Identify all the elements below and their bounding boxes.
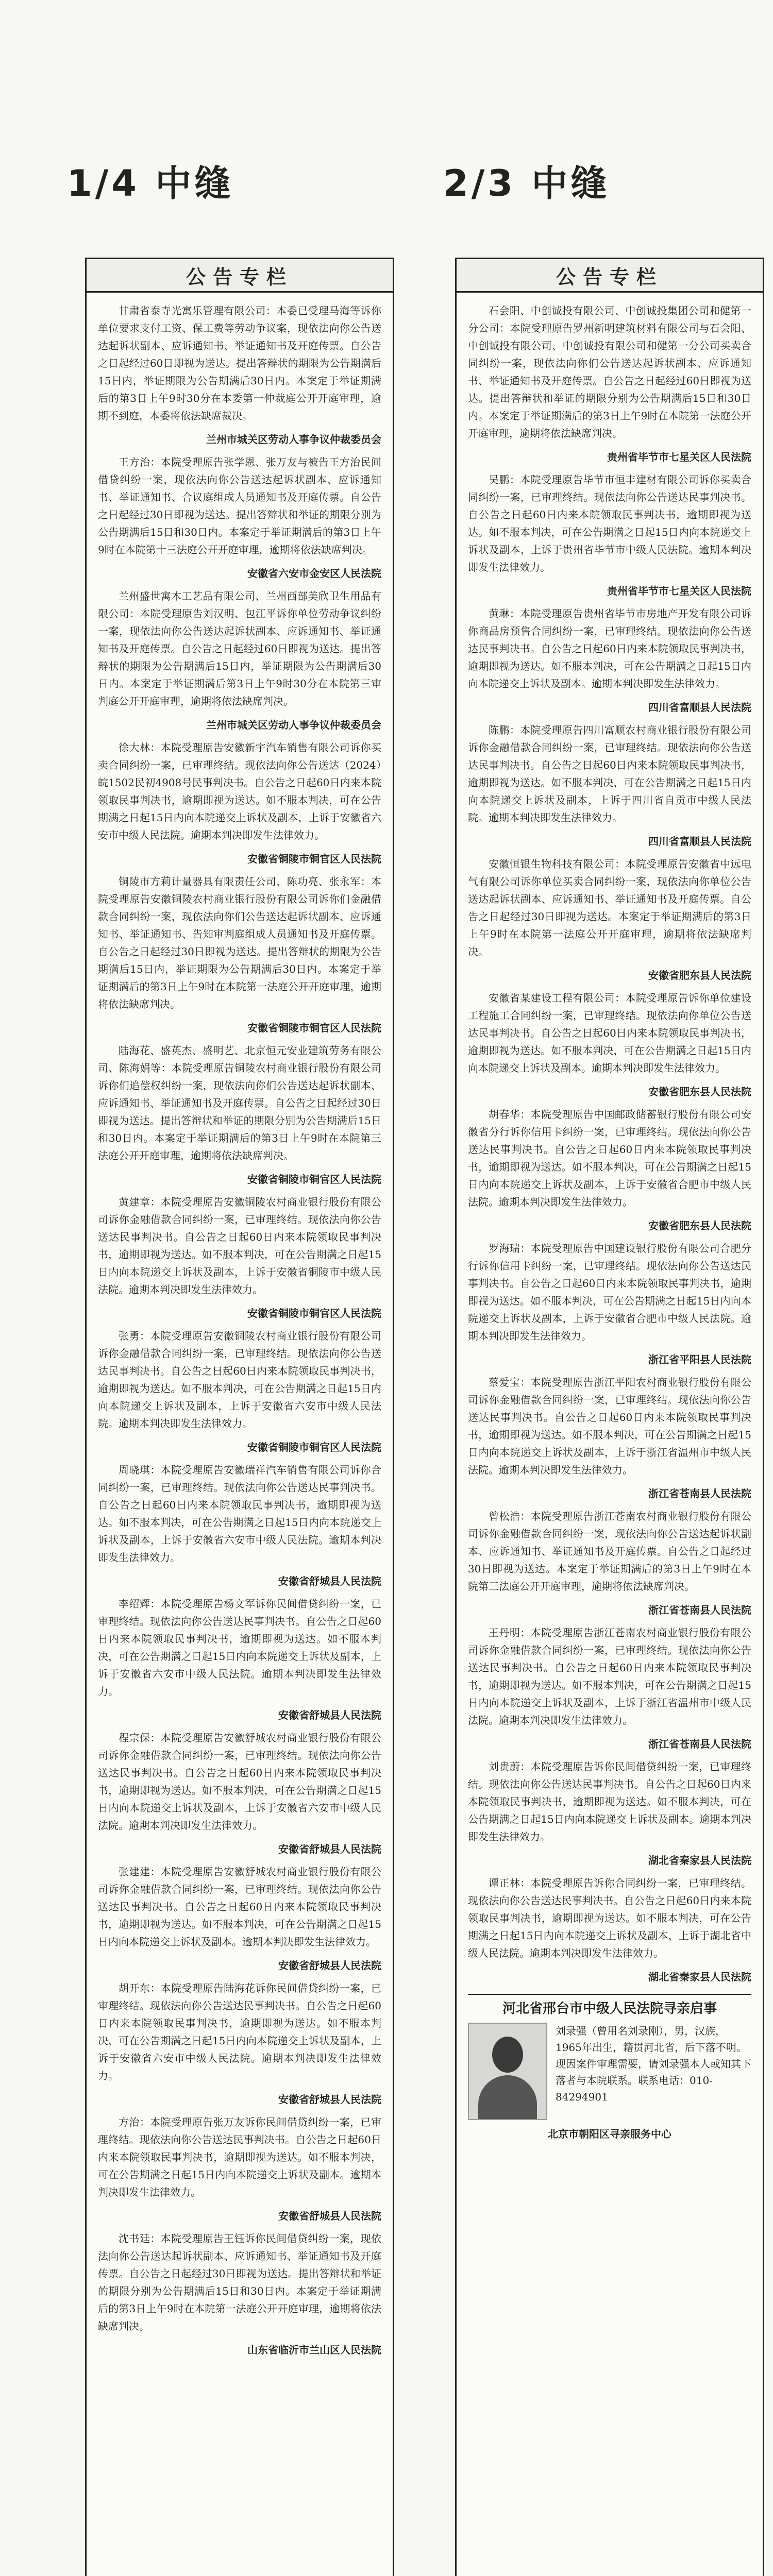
notice-paragraph: 黄建章：本院受理原告安徽铜陵农村商业银行股份有限公司诉你金融借款合同纠纷一案，已审理终结。现依法向你公告送达民事判决书。自公告之日起60日内来本院领取民事判决书，逾期即视为送达。如不服本判决，可在公告期满之日起15日内向本院递交上诉状及副本，上诉于安徽省铜陵市中级人民法院。逾期本判决即发生法律效力。 xyxy=(98,1196,381,1296)
notice-paragraph: 铜陵市方莉计量器具有限责任公司、陈功亮、张永军：本院受理原告安徽铜陵农村商业银行股份有限公司诉你们金融借款合同纠纷一案，现依法向你们公告送达起诉状副本、应诉通知书、举证通知书、告知审判庭组成人员通知书及开庭传票。自公告之日起经过30日即视为送达。提出答辩状的期限为公告期满后15日内，举证期限为公告期满后30日内。本案定于举证期满后的第3日上午9时在本院第一法庭公开开庭审理，逾期将依法缺席判决。 xyxy=(98,875,381,1010)
notice-signer: 安徽省肥东县人民法院 xyxy=(648,1219,751,1232)
ad-footer: 北京市朝阳区寻亲服务中心 xyxy=(548,2128,671,2140)
notice-paragraph: 程宗保：本院受理原告安徽舒城农村商业银行股份有限公司诉你金融借款合同纠纷一案，已审理终结。现依法向你公告送达民事判决书。自公告之日起60日内来本院领取民事判决书，逾期即视为送达。如不服本判决，可在公告期满之日起15日内向本院递交上诉状及副本，上诉于安徽省六安市中级人民法院。逾期本判决即发生法律效力。 xyxy=(98,1732,381,1832)
notice-signer: 安徽省六安市金安区人民法院 xyxy=(247,567,381,580)
left-notice-panel xyxy=(85,258,394,2576)
notice-paragraph: 陈鹏：本院受理原告四川富顺农村商业银行股份有限公司诉你金融借款合同纠纷一案，已审理终结。现依法向你公告送达民事判决书。自公告之日起60日内来本院领取民事判决书，逾期即视为送达。如不服本判决，可在公告期满之日起15日内向本院递交上诉状及副本，上诉于四川省自贡市中级人民法院。逾期本判决即发生法律效力。 xyxy=(468,724,751,824)
right-notice-panel xyxy=(455,258,764,2576)
notice-signer: 湖北省秦家县人民法院 xyxy=(648,1971,751,1983)
notice-paragraph: 李绍辉：本院受理原告杨文军诉你民间借贷纠纷一案，已审理终结。现依法向你公告送达民事判决书。自公告之日起60日内来本院领取民事判决书，逾期即视为送达。如不服本判决，可在公告期满之日起15日内向本院递交上诉状及副本，上诉于安徽省六安市中级人民法院。逾期本判决即发生法律效力。 xyxy=(98,1598,381,1698)
notice-paragraph: 胡开东：本院受理原告陆海花诉你民间借贷纠纷一案，已审理终结。现依法向你公告送达民事判决书。自公告之日起60日内来本院领取民事判决书，逾期即视为送达。如不服本判决，可在公告期满之日起15日内向本院递交上诉状及副本，上诉于安徽省六安市中级人民法院。逾期本判决即发生法律效力。 xyxy=(98,1982,381,2082)
notice-paragraph: 蔡爱宝：本院受理原告浙江平阳农村商业银行股份有限公司诉你金融借款合同纠纷一案，已审理终结。现依法向你公告送达民事判决书。自公告之日起60日内来本院领取民事判决书，逾期即视为送达。如不服本判决，可在公告期满之日起15日内向本院递交上诉状及副本，上诉于浙江省温州市中级人民法院。逾期本判决即发生法律效力。 xyxy=(468,1376,751,1476)
notice-signer: 安徽省铜陵市铜官区人民法院 xyxy=(247,1441,381,1453)
notice-signer: 山东省临沂市兰山区人民法院 xyxy=(247,2344,381,2356)
ad-title: 河北省邢台市中级人民法院寻亲启事 xyxy=(502,2001,717,2016)
notice-signer: 四川省富顺县人民法院 xyxy=(648,835,751,848)
ad-text: 刘录强（曾用名刘录刚），男，汉族，1965年出生，籍贯河北省，后下落不明。现因案件审理需要，请刘录强本人或知其下落者与本院联系。联系电话：010-84294901 xyxy=(556,2025,751,2103)
notice-signer: 安徽省舒城县人民法院 xyxy=(278,1959,381,1972)
notice-paragraph: 罗海瑞：本院受理原告中国建设银行股份有限公司合肥分行诉你信用卡纠纷一案，已审理终结。现依法向你公告送达民事判决书。自公告之日起60日内来本院领取民事判决书，逾期即视为送达。如不服本判决，可在公告期满之日起15日内向本院递交上诉状及副本，上诉于安徽省合肥市中级人民法院。逾期本判决即发生法律效力。 xyxy=(468,1242,751,1342)
notice-paragraph: 兰州盛世寓木工艺品有限公司、兰州西部美欣卫生用品有限公司：本院受理原告刘汉明、包江平诉你单位劳动争议纠纷一案，现依法向你公告送达起诉状副本、应诉通知书、举证通知书及开庭传票。自公告之日起经过60日即视为送达。提出答辩状的期限为公告期满后15日内，举证期限为公告期满后30日内。本案定于举证期满后第3日上午9时30分在本院第三审判庭公开开庭审理，逾期将依法缺席判决。 xyxy=(98,590,381,707)
notice-paragraph: 曾松浩：本院受理原告浙江苍南农村商业银行股份有限公司诉你金融借款合同纠纷一案，现依法向你公告送达起诉状副本、应诉通知书、举证通知书及开庭传票。自公告之日起经过30日即视为送达。本案定于举证期满后的第3日上午9时在本院第三法庭公开开庭审理，逾期将依法缺席判决。 xyxy=(468,1510,751,1592)
notice-paragraph: 沈书廷：本院受理原告王钰诉你民间借贷纠纷一案，现依法向你公告送达起诉状副本、应诉通知书、举证通知书及开庭传票。自公告之日起经过30日即视为送达。提出答辩状和举证的期限分别为公告期满后15日和30日内。本案定于举证期满后的第3日上午9时在本院第一法庭公开开庭审理，逾期将依法缺席判决。 xyxy=(98,2232,381,2332)
notice-paragraph: 王丹明：本院受理原告浙江苍南农村商业银行股份有限公司诉你金融借款合同纠纷一案，已审理终结。现依法向你公告送达民事判决书。自公告之日起60日内来本院领取民事判决书，逾期即视为送达。如不服本判决，可在公告期满之日起15日内向本院递交上诉状及副本，上诉于浙江省温州市中级人民法院。逾期本判决即发生法律效力。 xyxy=(468,1626,751,1726)
notice-paragraph: 刘贵蔚：本院受理原告诉你民间借贷纠纷一案，已审理终结。现依法向你公告送达民事判决书。自公告之日起60日内来本院领取民事判决书，逾期即视为送达。如不服本判决，可在公告期满之日起15日内向本院递交上诉状及副本。逾期本判决即发生法律效力。 xyxy=(468,1760,751,1843)
notice-signer: 浙江省平阳县人民法院 xyxy=(648,1353,751,1366)
notice-signer: 浙江省苍南县人民法院 xyxy=(648,1738,751,1750)
notice-signer: 安徽省肥东县人民法院 xyxy=(648,1086,751,1098)
notice-paragraph: 张勇：本院受理原告安徽铜陵农村商业银行股份有限公司诉你金融借款合同纠纷一案，已审理终结。现依法向你公告送达民事判决书。自公告之日起60日内来本院领取民事判决书，逾期即视为送达。如不服本判决，可在公告期满之日起15日内向本院递交上诉状及副本，上诉于安徽省六安市中级人民法院。逾期本判决即发生法律效力。 xyxy=(98,1330,381,1430)
notice-paragraph: 张建建：本院受理原告安徽舒城农村商业银行股份有限公司诉你金融借款合同纠纷一案，已审理终结。现依法向你公告送达民事判决书。自公告之日起60日内来本院领取民事判决书，逾期即视为送达。如不服本判决，可在公告期满之日起15日内向本院递交上诉状及副本。逾期本判决即发生法律效力。 xyxy=(98,1866,381,1948)
notice-signer: 安徽省铜陵市铜官区人民法院 xyxy=(247,1022,381,1034)
missing-person-ad xyxy=(468,1994,751,2143)
notice-paragraph: 安徽省某建设工程有限公司：本院受理原告诉你单位建设工程施工合同纠纷一案，已审理终结。现依法向你单位公告送达民事判决书。自公告之日起60日内来本院领取民事判决书，逾期即视为送达。如不服本判决，可在公告期满之日起15日内向本院递交上诉状及副本。逾期本判决即发生法律效力。 xyxy=(468,992,751,1074)
right-panel-header: 公告专栏 xyxy=(457,259,763,293)
notice-signer: 安徽省舒城县人民法院 xyxy=(278,1843,381,1855)
notice-paragraph: 周晓琪：本院受理原告安徽瑞祥汽车销售有限公司诉你合同纠纷一案，已审理终结。现依法向你公告送达民事判决书。自公告之日起60日内来本院领取民事判决书，逾期即视为送达。如不服本判决，可在公告期满之日起15日内向本院递交上诉状及副本，上诉于安徽省六安市中级人民法院。逾期本判决即发生法律效力。 xyxy=(98,1464,381,1564)
notice-signer: 安徽省肥东县人民法院 xyxy=(648,969,751,981)
notice-signer: 安徽省铜陵市铜官区人民法院 xyxy=(247,853,381,865)
notice-paragraph: 陆海花、盛英杰、盛明艺、北京恒元安业建筑劳务有限公司、陈海娟等：本院受理原告铜陵农村商业银行股份有限公司诉你们追偿权纠纷一案，现依法向你们公告送达起诉状副本、应诉通知书、举证通知书及开庭传票。自公告之日起经过30日即视为送达。提出答辩状和举证的期限分别为公告期满后15日和30日内。本案定于举证期满后的第3日上午9时在本院第三法庭公开开庭审理，逾期将依法缺席判决。 xyxy=(98,1044,381,1162)
notice-signer: 安徽省舒城县人民法院 xyxy=(278,2210,381,2222)
notice-paragraph: 谭正林：本院受理原告诉你合同纠纷一案，已审理终结。现依法向你公告送达民事判决书。自公告之日起60日内来本院领取民事判决书，逾期即视为送达。如不服本判决，可在公告期满之日起15日内向本院递交上诉状及副本，上诉于湖北省中级人民法院。逾期本判决即发生法律效力。 xyxy=(468,1877,751,1959)
notice-paragraph: 徐大林：本院受理原告安徽新宇汽车销售有限公司诉你买卖合同纠纷一案，已审理终结。现依法向你公告送达（2024）皖1502民初4908号民事判决书。自公告之日起60日内来本院领取民事判决书，逾期即视为送达。如不服本判决，可在公告期满之日起15日内向本院递交上诉状及副本，上诉于安徽省六安市中级人民法院。逾期本判决即发生法律效力。 xyxy=(98,741,381,841)
notice-signer: 浙江省苍南县人民法院 xyxy=(648,1604,751,1616)
notice-signer: 安徽省铜陵市铜官区人民法院 xyxy=(247,1307,381,1319)
notice-paragraph: 石会阳、中创诚投有限公司、中创诚投集团公司和健第一分公司：本院受理原告罗州新明建筑材料有限公司与石会阳、中创诚投有限公司、中创诚投有限公司和健第一分公司买卖合同纠纷一案，现依法向你们公告送达起诉状副本、应诉通知书、举证通知书及开庭传票。自公告之日起经过60日即视为送达。提出答辩状和举证的期限分别为公告期满后15日和30日内。本案定于举证期满后的第3日上午9时在本院第一法庭公开开庭审理，逾期将依法缺席判决。 xyxy=(468,304,751,439)
notice-paragraph: 黄琳：本院受理原告贵州省毕节市房地产开发有限公司诉你商品房预售合同纠纷一案，已审理终结。现依法向你公告送达民事判决书。自公告之日起60日内来本院领取民事判决书，逾期即视为送达。如不服本判决，可在公告期满之日起15日内向本院递交上诉状及副本。逾期本判决即发生法律效力。 xyxy=(468,607,751,690)
notice-paragraph: 甘肃省泰寺光寓乐管理有限公司：本委已受理马海等诉你单位要求支付工资、保工费等劳动争议案，现依法向你公告送达起诉状副本、应诉通知书、举证通知书及开庭传票。自公告之日起经过60日即视为送达。提出答辩状的期限为公告期满后15日内，举证期限为公告期满后30日内。本案定于举证期满后的第3日上午9时30分在本委第一仲裁庭公开开庭审理，逾期不到庭，本委将依法缺席裁决。 xyxy=(98,304,381,422)
notice-paragraph: 王方治：本院受理原告张学恩、张万友与被告王方治民间借贷纠纷一案，现依法向你公告送达起诉状副本、应诉通知书、举证通知书、合议庭组成人员通知书及开庭传票。自公告之日起经过30日即视为送达。提出答辩状和举证的期限分别为公告期满后15日和30日内。本案定于举证期满后的第3日上午9时在本院第十三法庭公开开庭审理，逾期将依法缺席判决。 xyxy=(98,456,381,556)
notice-signer: 安徽省舒城县人民法院 xyxy=(278,1575,381,1587)
notice-signer: 湖北省秦家县人民法院 xyxy=(648,1854,751,1867)
left-column-title: 1/4 中缝 xyxy=(67,162,234,205)
notice-signer: 安徽省舒城县人民法院 xyxy=(278,1709,381,1721)
notice-paragraph: 安徽恒银生物科技有限公司：本院受理原告安徽省中远电气有限公司诉你单位买卖合同纠纷一案，现依法向你单位公告送达起诉状副本、应诉通知书、举证通知书及开庭传票。自公告之日起经过30日即视为送达。本案定于举证期满后的第3日上午9时在本院第一法庭公开开庭审理，逾期将依法缺席判决。 xyxy=(468,858,751,958)
left-panel-header: 公告专栏 xyxy=(87,259,393,293)
right-column-title: 2/3 中缝 xyxy=(443,162,610,205)
notice-signer: 安徽省舒城县人民法院 xyxy=(278,2093,381,2106)
notice-signer: 四川省富顺县人民法院 xyxy=(648,701,751,714)
notice-signer: 安徽省铜陵市铜官区人民法院 xyxy=(247,1173,381,1185)
notice-signer: 浙江省苍南县人民法院 xyxy=(648,1487,751,1500)
notice-paragraph: 胡春华：本院受理原告中国邮政储蓄银行股份有限公司安徽省分行诉你信用卡纠纷一案，已审理终结。现依法向你公告送达民事判决书。自公告之日起60日内来本院领取民事判决书，逾期即视为送达。如不服本判决，可在公告期满之日起15日内向本院递交上诉状及副本，上诉于安徽省合肥市中级人民法院。逾期本判决即发生法律效力。 xyxy=(468,1108,751,1208)
notice-signer: 贵州省毕节市七星关区人民法院 xyxy=(607,585,751,597)
notice-signer: 贵州省毕节市七星关区人民法院 xyxy=(607,451,751,463)
left-panel-body xyxy=(87,293,393,2369)
ad-row xyxy=(468,2023,751,2120)
notice-signer: 兰州市城关区劳动人事争议仲裁委员会 xyxy=(206,433,381,446)
notice-paragraph: 吴鹏：本院受理原告毕节市恒丰建材有限公司诉你买卖合同纠纷一案，已审理终结。现依法向你公告送达民事判决书。自公告之日起60日内来本院领取民事判决书，逾期即视为送达。如不服本判决，可在公告期满之日起15日内向本院递交上诉状及副本，上诉于贵州省毕节市中级人民法院。逾期本判决即发生法律效力。 xyxy=(468,473,751,573)
notice-signer: 兰州市城关区劳动人事争议仲裁委员会 xyxy=(206,719,381,731)
person-photo xyxy=(468,2023,547,2120)
notice-paragraph: 方治：本院受理原告张万友诉你民间借贷纠纷一案，已审理终结。现依法向你公告送达民事判决书。自公告之日起60日内来本院领取民事判决书，逾期即视为送达。如不服本判决，可在公告期满之日起15日内向本院递交上诉状及副本。逾期本判决即发生法律效力。 xyxy=(98,2116,381,2198)
right-panel-body xyxy=(457,293,763,2150)
